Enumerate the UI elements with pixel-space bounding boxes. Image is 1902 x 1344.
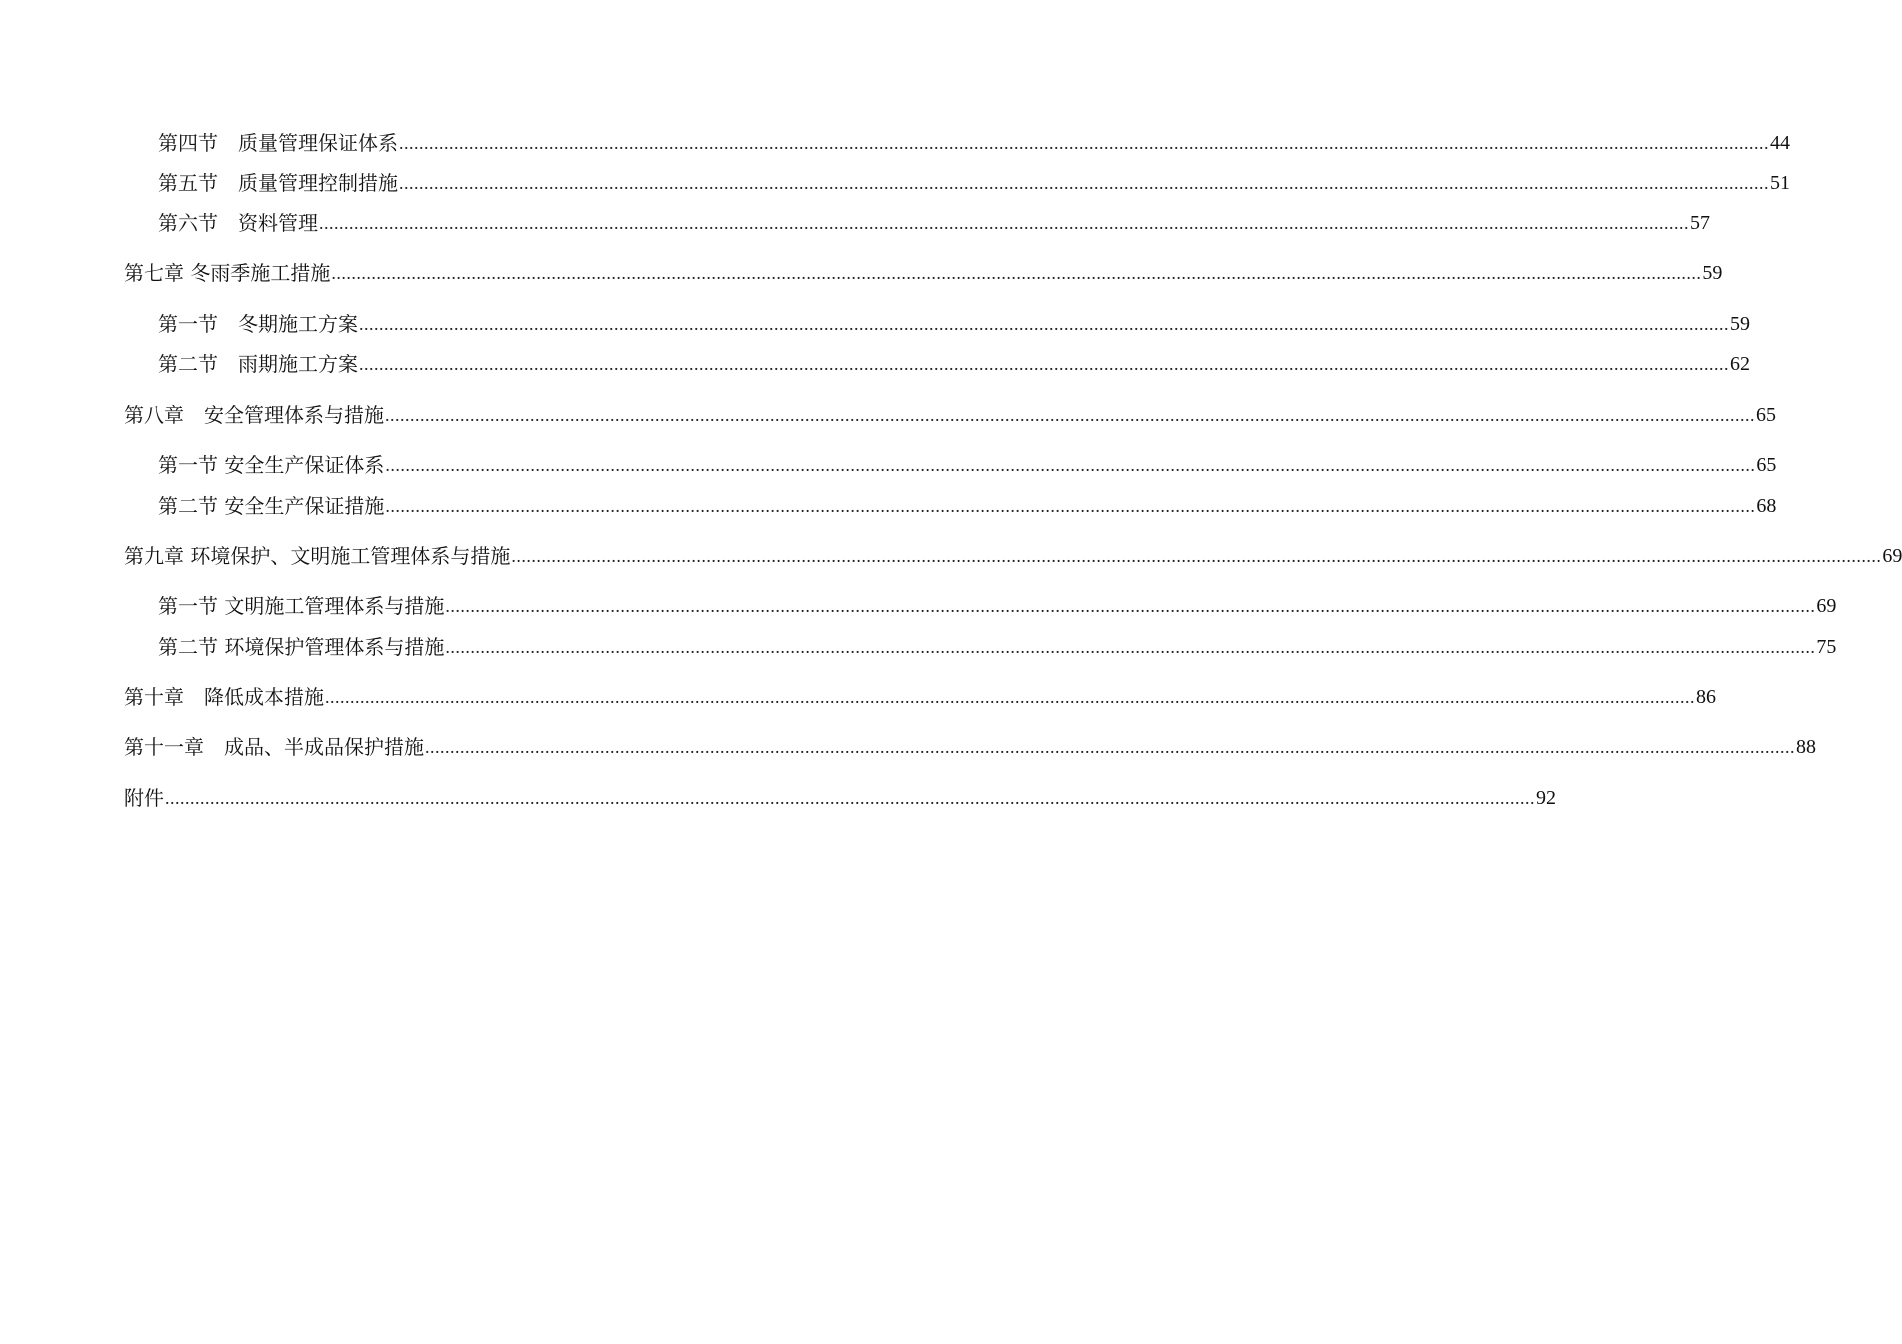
toc-page-number: 65: [1756, 404, 1776, 426]
toc-page-number: 51: [1770, 172, 1790, 194]
toc-entry-ch8-section-2[interactable]: [158, 491, 1777, 521]
toc-entry-title: 第二节 安全生产保证措施: [158, 494, 385, 518]
toc-entry-section-5[interactable]: [158, 168, 1790, 198]
toc-entry-title: 第四节 质量管理保证体系: [158, 131, 398, 155]
toc-entry-ch9-section-2[interactable]: [158, 632, 1837, 662]
toc-entry-appendix[interactable]: [124, 783, 1556, 813]
toc-entry-title: 第一节 文明施工管理体系与措施: [158, 594, 445, 618]
toc-dot-leader: ..................................................................................................................................................................................................................................................................................: [319, 213, 1689, 233]
toc-dot-leader: ..................................................................................................................................................................................................................................................................................: [359, 354, 1729, 374]
toc-page-number: 65: [1756, 454, 1777, 476]
toc-page-number: 69: [1882, 545, 1902, 567]
toc-entry-ch9-section-1[interactable]: [158, 591, 1837, 621]
toc-dot-leader: ..................................................................................................................................................................................................................................................................................: [445, 637, 1816, 657]
toc-entry-ch8-section-1[interactable]: [158, 450, 1777, 480]
toc-entry-title: 附件: [124, 786, 164, 810]
toc-page-number: 75: [1816, 636, 1837, 658]
toc-dot-leader: ..................................................................................................................................................................................................................................................................................: [165, 788, 1535, 808]
toc-entry-title: 第五节 质量管理控制措施: [158, 171, 398, 195]
toc-entry-chapter-9[interactable]: [124, 541, 1902, 571]
toc-dot-leader: ..................................................................................................................................................................................................................................................................................: [385, 496, 1756, 516]
toc-entry-chapter-7[interactable]: [124, 258, 1723, 288]
toc-entry-chapter-8[interactable]: [124, 400, 1776, 430]
toc-page-number: 69: [1816, 595, 1837, 617]
toc-dot-leader: ..................................................................................................................................................................................................................................................................................: [511, 546, 1882, 566]
toc-dot-leader: ..................................................................................................................................................................................................................................................................................: [385, 455, 1756, 475]
toc-entry-chapter-10[interactable]: [124, 682, 1716, 712]
toc-entry-ch7-section-1[interactable]: [158, 309, 1750, 339]
toc-page-number: 62: [1730, 353, 1750, 375]
toc-entry-title: 第九章 环境保护、文明施工管理体系与措施: [124, 544, 511, 568]
toc-dot-leader: ..................................................................................................................................................................................................................................................................................: [399, 133, 1769, 153]
toc-page-number: 59: [1730, 313, 1750, 335]
toc-dot-leader: ..................................................................................................................................................................................................................................................................................: [425, 737, 1795, 757]
toc-entry-title: 第一节 冬期施工方案: [158, 312, 358, 336]
toc-dot-leader: ..................................................................................................................................................................................................................................................................................: [445, 596, 1816, 616]
toc-page-number: 68: [1756, 495, 1777, 517]
toc-entry-title: 第十一章 成品、半成品保护措施: [124, 735, 424, 759]
toc-dot-leader: ..................................................................................................................................................................................................................................................................................: [359, 314, 1729, 334]
toc-entry-title: 第二节 环境保护管理体系与措施: [158, 635, 445, 659]
toc-dot-leader: ..................................................................................................................................................................................................................................................................................: [385, 405, 1755, 425]
toc-entry-title: 第七章 冬雨季施工措施: [124, 261, 331, 285]
toc-entry-title: 第八章 安全管理体系与措施: [124, 403, 384, 427]
toc-page-number: 88: [1796, 736, 1816, 758]
toc-dot-leader: ..................................................................................................................................................................................................................................................................................: [399, 173, 1769, 193]
toc-page-number: 44: [1770, 132, 1790, 154]
toc-entry-title: 第一节 安全生产保证体系: [158, 453, 385, 477]
toc-entry-title: 第十章 降低成本措施: [124, 685, 324, 709]
toc-page-number: 86: [1696, 686, 1716, 708]
toc-entry-section-4[interactable]: [158, 128, 1790, 158]
toc-entry-section-6[interactable]: [158, 208, 1710, 238]
toc-entry-title: 第六节 资料管理: [158, 211, 318, 235]
toc-entry-title: 第二节 雨期施工方案: [158, 352, 358, 376]
toc-entry-ch7-section-2[interactable]: [158, 349, 1750, 379]
toc-entry-chapter-11[interactable]: [124, 732, 1816, 762]
toc-page-number: 57: [1690, 212, 1710, 234]
toc-page-number: 92: [1536, 787, 1556, 809]
toc-page-number: 59: [1702, 262, 1723, 284]
toc-dot-leader: ..................................................................................................................................................................................................................................................................................: [331, 263, 1702, 283]
toc-dot-leader: ..................................................................................................................................................................................................................................................................................: [325, 687, 1695, 707]
